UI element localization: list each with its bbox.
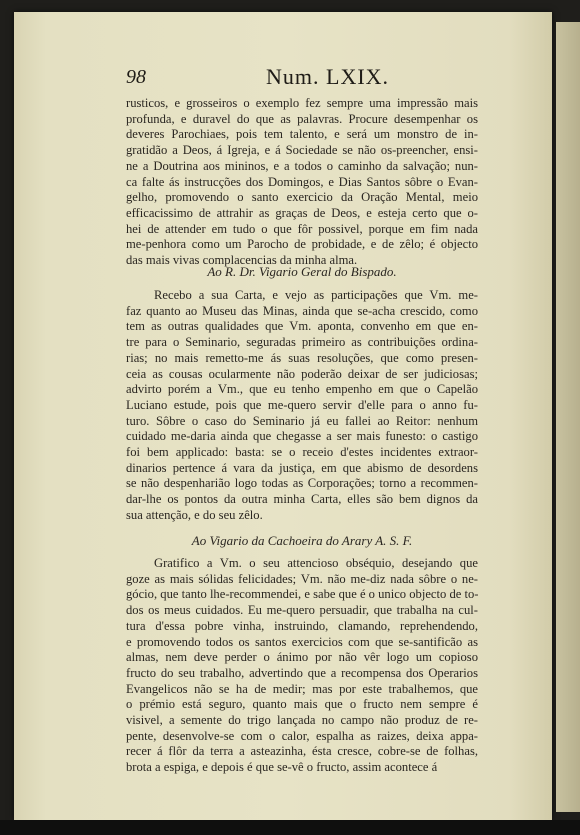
letter-paragraph-2	[126, 288, 478, 524]
text-line: recer á flôr da terra a asteazinha, ésta cresce, cobre-se de folhas,	[126, 744, 478, 759]
text-line: profunda, e duravel do que as palavras. Procure desempenhar os	[126, 111, 478, 126]
text-line: hei de attender em tudo o que fôr possivel, porque em fim nada	[126, 221, 478, 236]
letter-heading-vigario-geral: Ao R. Dr. Vigario Geral do Bispado.	[207, 264, 397, 279]
text-line: advirto porém a Vm., que eu tenho empenho em que o Capelão	[126, 382, 478, 397]
text-line: deveres Parochiaes, pois tem talento, e será um monstro de in-	[126, 127, 478, 142]
text-line: Gratifico a Vm. o seu attencioso obséquio, desejando que	[154, 556, 478, 570]
scan-border	[0, 820, 580, 835]
letter-heading-vigario-cachoeira: Ao Vigario da Cachoeira do Arary A. S. F.	[191, 533, 413, 548]
text-line: dar-lhe os pontos da outra minha Carta, elles são bem dignos da	[126, 492, 478, 507]
text-line: dos os meus cuidados. Eu me-quero persuadir, que trabalha na cul-	[126, 603, 478, 618]
text-line: rusticos, e grosseiros o exemplo fez sempre uma impressão mais	[126, 96, 478, 110]
text-line: ne a Doutrina aos mininos, e a todos o caminho da salvação; nun-	[126, 158, 478, 173]
page-header	[126, 62, 416, 92]
issue-number-title: Num. LXIX.	[266, 64, 390, 89]
text-line: turo. Sôbre o caso do Seminario já eu fallei ao Reitor: nenhum	[126, 413, 478, 428]
text-line: sua attenção, e do seu zêlo.	[126, 507, 263, 522]
text-line: visivel, a semente do trigo lançada no campo não produz de re-	[126, 713, 478, 728]
text-line: cuidado me-daria ainda que chegasse a ser mais funesto: o castigo	[126, 429, 478, 444]
text-line: ceia as cousas ocularmente não poderão deixar de ser judiciosas;	[126, 366, 478, 381]
text-line: gratidão a Deos, á Igreja, e á Sociedade se não os-preencher, ensi-	[126, 143, 478, 158]
text-line: goze as mais sólidas felicidades; Vm. não me-diz nada sôbre o ne-	[126, 571, 478, 586]
text-line: dinarios pertence á vara da justiça, em que abismo de desordens	[126, 460, 478, 475]
text-line: tem as outras qualidades que Vm. aponta, convenho em que en-	[126, 319, 478, 334]
text-line: rias; no mais remetto-me ás suas resoluções, que como presen-	[126, 350, 478, 365]
page-number: 98	[126, 66, 146, 88]
text-line: Luciano estude, pois que me-quero servir d'elle para o anno fu-	[126, 397, 478, 412]
text-line: tre para o Seminario, seguradas primeiro as contribuições ordina-	[126, 335, 478, 350]
text-line: gócio, que tanto lhe-recommendei, e sabe que é o unico objecto de to-	[126, 587, 478, 602]
text-line: fructo do seu trabalho, advertindo que a recompensa dos Operarios	[126, 665, 478, 680]
letter-paragraph-3	[126, 556, 478, 776]
text-line: pente, desenvolve-se com o calor, espalha as raizes, deixa appa-	[126, 728, 478, 743]
text-line: o prémio está seguro, quanto mais que o fructo nem sempre é	[126, 697, 478, 712]
text-line: se não despenharião logo todas as Corporações; torno a recommen-	[126, 476, 478, 491]
text-line: brota a espiga, e depois é que se-vê o fructo, assim acontece á	[126, 760, 438, 775]
text-line: me-penhora como um Parocho de probidade, e de zêlo; é objecto	[126, 237, 478, 252]
text-line: efficacissimo de attrahir as graças de Deos, e esteja certo que o-	[126, 205, 478, 220]
text-line: foi bem applicado: basta: se o receio d'estes incidentes extraor-	[126, 445, 478, 460]
letter-paragraph-1	[126, 96, 478, 269]
text-line: tura d'essa pobre vinha, instruindo, clamando, reprehendendo,	[126, 618, 478, 633]
text-line: gelho, promovendo o santo exercicio da Oração Mental, meio	[126, 190, 478, 205]
text-line: das mais vivas complacencias da minha alma.	[126, 253, 358, 268]
text-line: e promovendo todos os santos exercicios com que se-santificão as	[126, 634, 478, 649]
text-line: almas, nem deve perder o ánimo por não vêr logo um copioso	[126, 650, 478, 665]
text-line: ca falte ás instrucções dos Domingos, e Dias Santos sôbre o Evan-	[126, 174, 478, 189]
text-line: Evangelicos não se ha de medir; mas por este trabalhemos, que	[126, 681, 478, 696]
text-line: faz quanto ao Museu das Minas, ainda que se-acha crescido, como	[126, 303, 478, 318]
text-line: Recebo a sua Carta, e vejo as participações que Vm. me-	[154, 288, 478, 302]
next-page-edge	[556, 22, 580, 812]
